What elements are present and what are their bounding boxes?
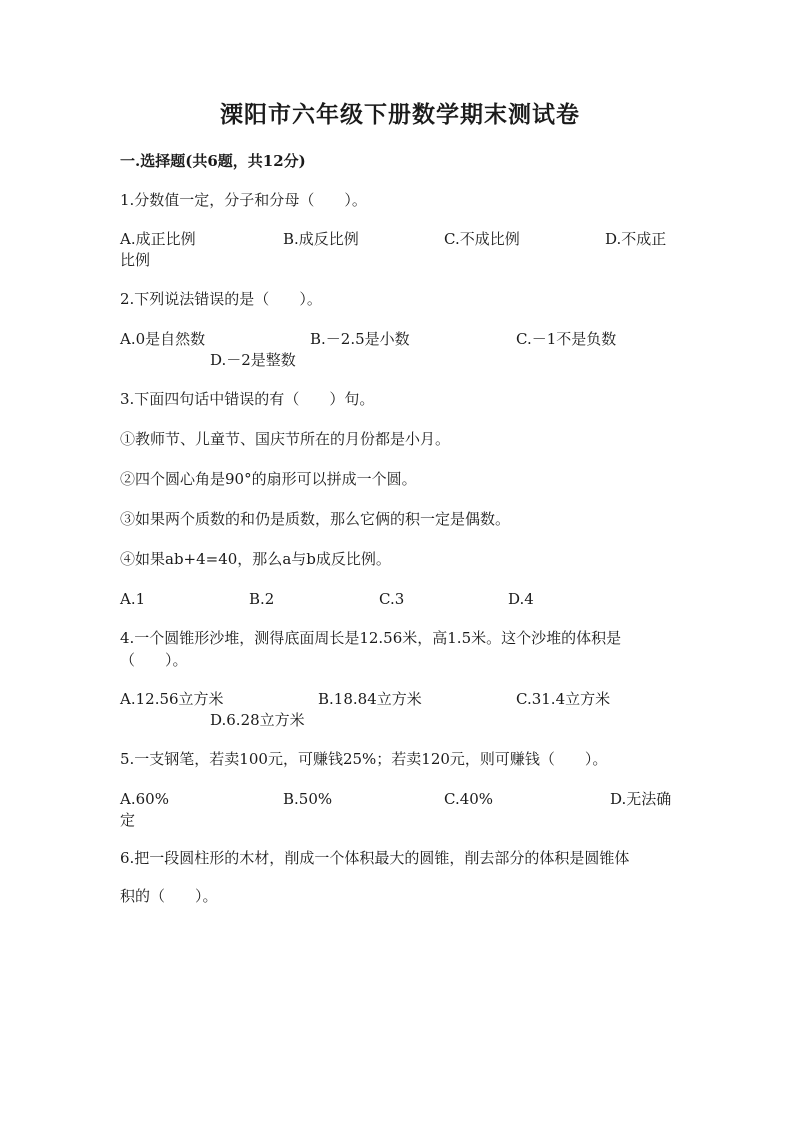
question-3-statement-2: ②四个圆心角是90°的扇形可以拼成一个圆。: [120, 470, 417, 488]
question-1-option-b: B.成反比例: [283, 230, 359, 248]
question-3-statement-4: ④如果ab+4=40，那么a与b成反比例。: [120, 550, 391, 568]
question-5-option-c: C.40%: [444, 790, 494, 808]
question-4-option-a: A.12.56立方米: [120, 690, 224, 708]
question-3-stem: 3.下面四句话中错误的有（ ）句。: [120, 390, 375, 408]
question-1-stem: 1.分数值一定，分子和分母（ ）。: [120, 191, 367, 209]
exam-title: 溧阳市六年级下册数学期末测试卷: [220, 101, 580, 128]
question-6-stem-wrap: 积的（ ）。: [120, 887, 218, 905]
question-3-option-c: C.3: [379, 590, 405, 608]
question-6-stem: 6.把一段圆柱形的木材，削成一个体积最大的圆锥，削去部分的体积是圆锥体: [120, 849, 630, 867]
question-2-option-a: A.0是自然数: [120, 330, 206, 348]
question-2-option-b: B.－2.5是小数: [310, 330, 410, 348]
question-1-option-c: C.不成比例: [444, 230, 520, 248]
question-5-option-d-wrap: 定: [120, 811, 136, 829]
question-2-option-d: D.－2是整数: [210, 351, 296, 369]
question-4-option-c: C.31.4立方米: [516, 690, 611, 708]
question-5-option-d: D.无法确: [610, 790, 672, 808]
question-1-option-d: D.不成正: [605, 230, 667, 248]
question-2-stem: 2.下列说法错误的是（ ）。: [120, 290, 322, 308]
question-1-option-a: A.成正比例: [120, 230, 196, 248]
question-4-stem-wrap: （ ）。: [120, 651, 188, 669]
question-4-option-d: D.6.28立方米: [210, 711, 305, 729]
question-2-option-c: C.－1不是负数: [516, 330, 617, 348]
question-4-option-b: B.18.84立方米: [318, 690, 422, 708]
question-3-option-b: B.2: [249, 590, 275, 608]
question-4-stem: 4.一个圆锥形沙堆，测得底面周长是12.56米，高1.5米。这个沙堆的体积是: [120, 629, 622, 647]
section-heading: 一.选择题(共6题，共12分): [120, 152, 306, 170]
question-3-option-d: D.4: [508, 590, 534, 608]
question-1-option-d-wrap: 比例: [120, 251, 151, 269]
question-5-stem: 5.一支钢笔，若卖100元，可赚钱25%；若卖120元，则可赚钱（ ）。: [120, 750, 608, 768]
question-3-option-a: A.1: [120, 590, 146, 608]
question-3-statement-1: ①教师节、儿童节、国庆节所在的月份都是小月。: [120, 430, 451, 448]
question-5-option-b: B.50%: [283, 790, 333, 808]
question-5-option-a: A.60%: [120, 790, 169, 808]
question-3-statement-3: ③如果两个质数的和仍是质数，那么它俩的积一定是偶数。: [120, 510, 511, 528]
